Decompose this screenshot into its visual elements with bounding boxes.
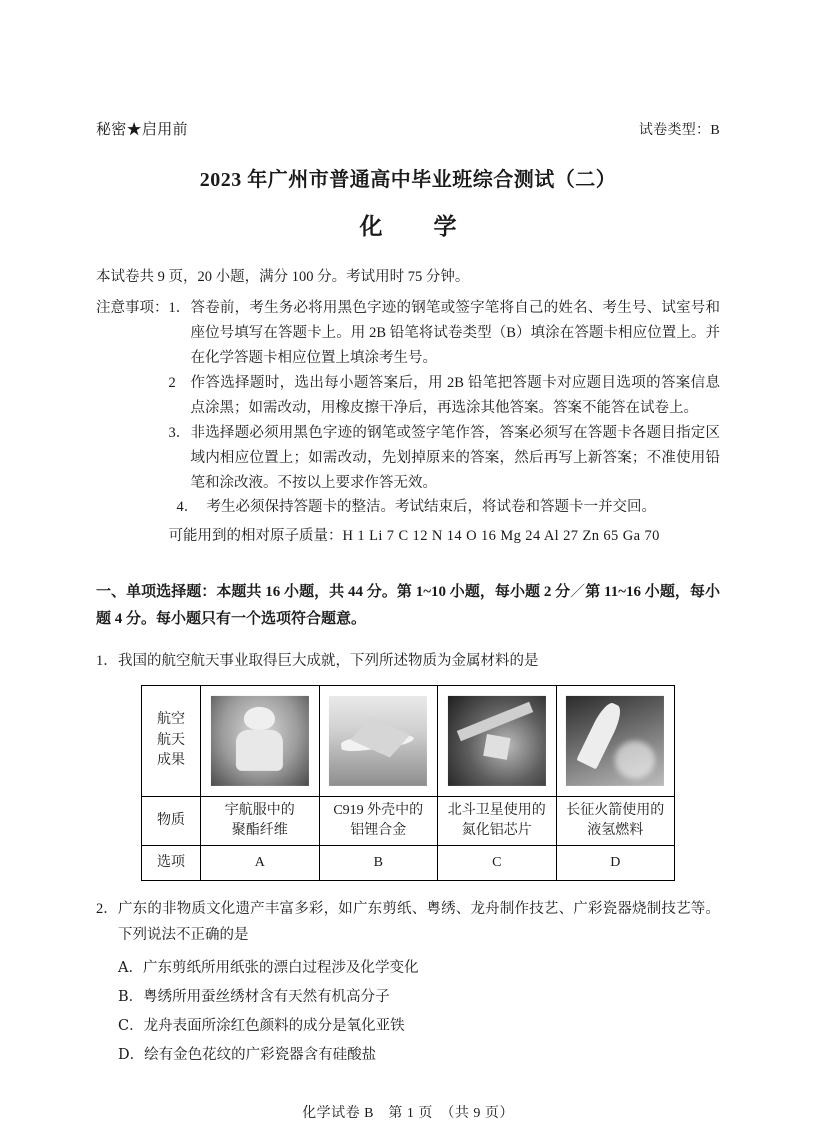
substance-line: 液氢燃料 (587, 822, 644, 838)
note-item (169, 371, 721, 421)
row-label-achievements (142, 685, 201, 796)
note-text: 作答选择题时，选出每小题答案后，用 2B 铅笔把答题卡对应题目选项的答案信息点涂黑；如需改动，用橡皮擦干净后，再选涂其他答案。答案不能答在试卷上。 (190, 374, 720, 416)
page-content (96, 118, 720, 1070)
atomic-mass-values: H 1 Li 7 C 12 N 14 O 16 Mg 24 Al 27 Zn 65 Ga 70 (342, 528, 660, 545)
row-label-substance: 物质 (142, 796, 201, 846)
table-row-achievements (142, 685, 675, 796)
cell-image-aircraft (319, 685, 438, 796)
section-heading (96, 579, 720, 633)
cell-substance-d (556, 796, 675, 846)
substance-line: 长征火箭使用的 (566, 802, 665, 818)
question-1-stem: 我国的航空航天事业取得巨大成就，下列所述物质为金属材料的是 (118, 653, 539, 670)
note-number: 2 (168, 374, 176, 391)
astronaut-photo (204, 692, 316, 790)
question-2-option-c[interactable]: C．龙舟表面所涂红色颜料的成分是氧化亚铁 (118, 1018, 405, 1035)
cell-substance-b (319, 796, 438, 846)
slash-mark: ／ (570, 584, 586, 601)
table-row-options (142, 846, 675, 881)
satellite-photo (441, 692, 553, 790)
option-cell-b[interactable]: B (319, 846, 438, 881)
rocket-photo (560, 692, 672, 790)
notes-section (96, 296, 720, 549)
substance-line: 北斗卫星使用的 (447, 802, 546, 818)
atomic-mass-label: 可能用到的相对原子质量： (168, 528, 343, 545)
row-label-line: 航空 (157, 712, 185, 728)
question-2-option-a[interactable]: A．广东剪纸所用纸张的漂白过程涉及化学变化 (118, 960, 419, 977)
notes-list (169, 296, 721, 549)
note-item (169, 495, 721, 520)
section-text-part2: 第 11~16 小题，每小题 4 分。每小题只有一个选项符合题意。 (96, 584, 720, 628)
notes-label: 注意事项： (96, 299, 169, 316)
question-1 (96, 649, 720, 674)
note-text: 答卷前，考生务必将用黑色字迹的钢笔或签字笔将自己的姓名、考生号、试室号和座位号填写在答题卡上。用 2B 铅笔将试卷类型（B）填涂在答题卡相应位置上。并在化学答题卡相应位置上填涂考生号。 (190, 299, 720, 366)
row-label-line: 成果 (157, 752, 185, 768)
substance-line: 铝锂合金 (350, 822, 407, 838)
note-number: 4． (176, 499, 199, 516)
page-footer: 化学试卷 B 第 1 页 （共 9 页） (302, 1106, 514, 1121)
note-number: 1． (168, 299, 191, 316)
cell-substance-a (201, 796, 320, 846)
question-2-option-d[interactable]: D．绘有金色花纹的广彩瓷器含有硅酸盐 (118, 1047, 377, 1064)
question-2-stem: 广东的非物质文化遗产丰富多彩，如广东剪纸、粤绣、龙舟制作技艺、广彩瓷器烧制技艺等。下列说法不正确的是 (118, 901, 720, 943)
cell-substance-c (438, 796, 557, 846)
secret-label: 秘密★启用前 (96, 122, 188, 138)
option-cell-d[interactable]: D (556, 846, 675, 881)
page-header (96, 118, 720, 139)
row-label-option: 选项 (142, 846, 201, 881)
page-title: 2023 年广州市普通高中毕业班综合测试（二） (199, 169, 617, 191)
atomic-mass-line (169, 524, 721, 549)
question-2 (96, 897, 720, 948)
question-2-option-b[interactable]: B．粤绣所用蚕丝绣材含有天然有机高分子 (118, 989, 390, 1006)
exam-summary: 本试卷共 9 页，20 小题，满分 100 分。考试用时 75 分钟。 (96, 269, 470, 285)
question-1-number: 1． (96, 653, 118, 670)
note-text: 考生必须保持答题卡的整洁。考试结束后，将试卷和答题卡一并交回。 (206, 499, 656, 516)
note-text: 非选择题必须用黑色字迹的钢笔或签字笔作答，答案必须写在答题卡各题目指定区域内相应位置上；如需改动，先划掉原来的答案，然后再写上新答案；不准使用铅笔和涂改液。不按以上要求作答无效。 (190, 424, 720, 491)
aircraft-photo (323, 692, 435, 790)
substance-line: 宇航服中的 (224, 802, 295, 818)
option-cell-a[interactable]: A (201, 846, 320, 881)
subject-title: 化 学 (359, 214, 471, 239)
note-number: 3． (168, 424, 191, 441)
note-item (169, 421, 721, 496)
option-cell-c[interactable]: C (438, 846, 557, 881)
paper-type-label: 试卷类型：B (638, 123, 720, 138)
question-1-table (141, 685, 675, 882)
section-label: 一、单项选择题： (96, 584, 217, 601)
table-row-substances (142, 796, 675, 846)
cell-image-satellite (438, 685, 557, 796)
question-2-number: 2． (96, 901, 118, 918)
substance-line: 氮化铝芯片 (461, 822, 532, 838)
substance-line: C919 外壳中的 (333, 802, 424, 818)
note-item (169, 296, 721, 371)
cell-image-astronaut (201, 685, 320, 796)
question-2-options (96, 954, 720, 1070)
row-label-line: 航天 (157, 732, 185, 748)
section-text-part1: 本题共 16 小题，共 44 分。第 1~10 小题，每小题 2 分 (216, 584, 571, 601)
cell-image-rocket (556, 685, 675, 796)
substance-line: 聚酯纤维 (231, 822, 288, 838)
